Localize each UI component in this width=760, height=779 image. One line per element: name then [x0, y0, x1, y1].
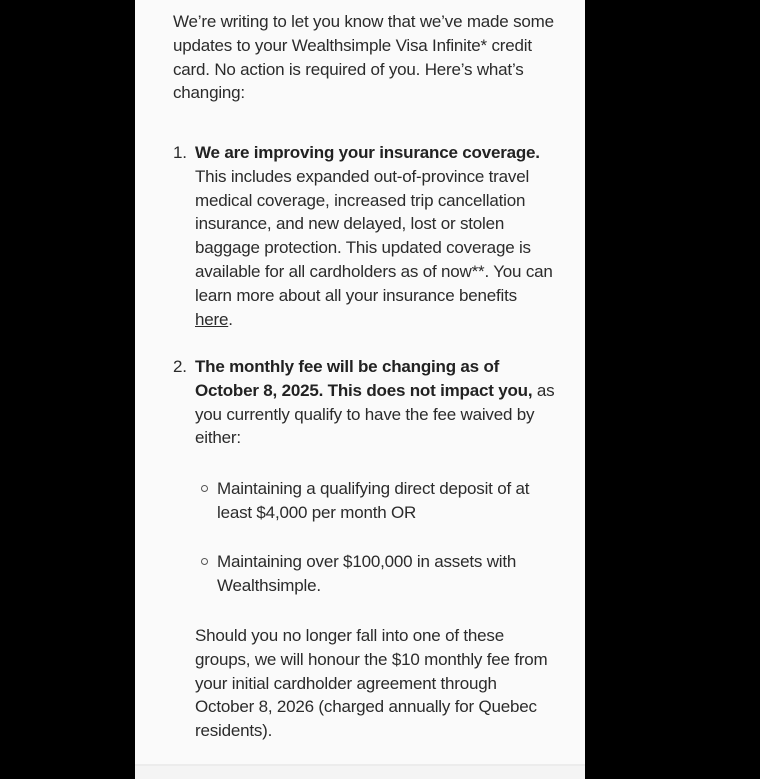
- insurance-heading: We are improving your insurance coverage.: [195, 143, 540, 162]
- list-number: 1.: [173, 143, 187, 162]
- circle-bullet-icon: [201, 485, 208, 492]
- sub-item-text: Maintaining a qualifying direct deposit of at least $4,000 per month OR: [217, 479, 530, 522]
- closing-paragraph: Should you no longer fall into one of these groups, we will honour the $10 monthly fee from your initial cardholder agreement through October 8, 2026 (charged annually for Quebec residents).: [195, 626, 548, 741]
- sub-item-direct-deposit: [217, 477, 557, 525]
- insurance-text: This includes expanded out-of-province travel medical coverage, increased trip cancellation insurance, and new delayed, lost or stolen baggage protection. This updated coverage is available for all cardholders as of now**. You can learn more about all your insurance benefits: [195, 166, 553, 305]
- circle-bullet-icon: [201, 558, 208, 565]
- insurance-period: .: [228, 309, 233, 329]
- fee-text: as you currently qualify to have the fee waived by either:: [195, 380, 555, 448]
- insurance-benefits-link[interactable]: here: [195, 309, 229, 329]
- sub-item-assets: [217, 550, 557, 598]
- email-panel: [135, 0, 585, 779]
- list-item-monthly-fee: [173, 355, 555, 450]
- intro-paragraph: We’re writing to let you know that we’ve made some updates to your Wealthsimple Visa Infinite* credit card. No action is required of you. Here’s what’s changing:: [173, 12, 554, 103]
- list-number: 2.: [173, 357, 187, 376]
- list-item-insurance: [173, 141, 555, 331]
- email-body: [135, 0, 585, 764]
- fee-heading: The monthly fee will be changing as of October 8, 2025. This does not impact you,: [195, 357, 533, 400]
- sub-item-text: Maintaining over $100,000 in assets with Wealthsimple.: [217, 552, 517, 595]
- divider: [135, 764, 585, 766]
